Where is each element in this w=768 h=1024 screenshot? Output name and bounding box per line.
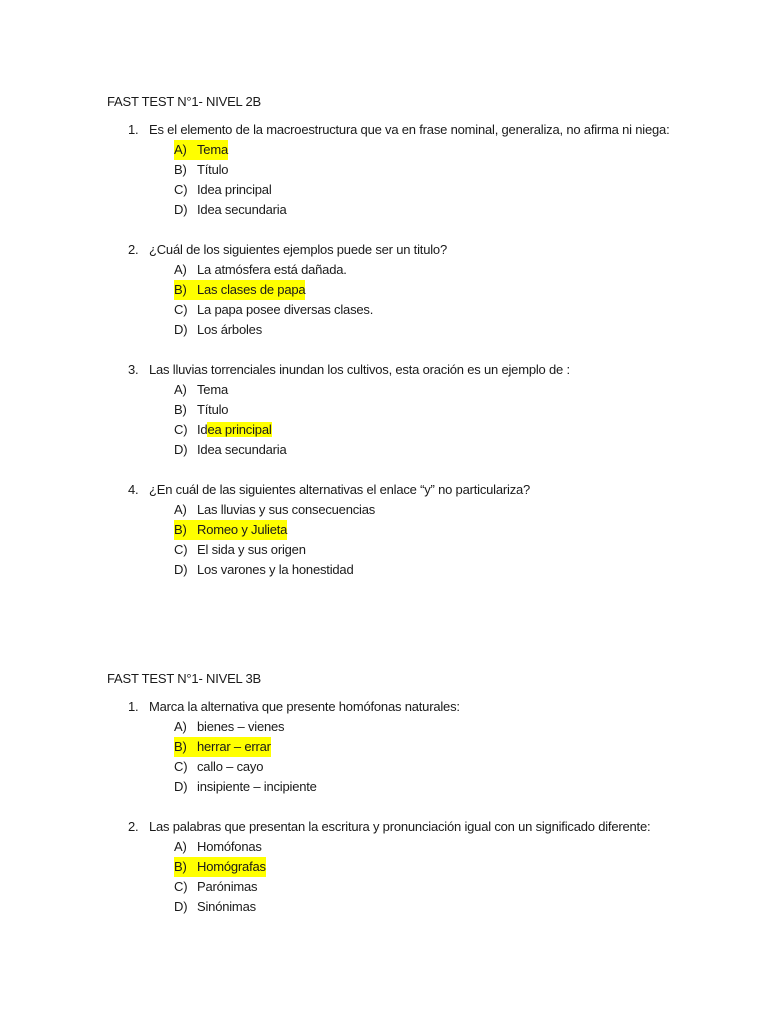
option-text: Las lluvias y sus consecuencias — [197, 502, 376, 517]
option-text: herrar – errar — [197, 737, 271, 757]
option-item — [107, 420, 707, 440]
question-number: 3. — [128, 362, 139, 377]
question-text: ¿En cuál de las siguientes alternativas el enlace “y” no particulariza? — [149, 482, 531, 497]
option-item — [107, 280, 707, 300]
option-letter: D) — [174, 442, 188, 457]
option-item — [107, 857, 707, 877]
test-section-3b — [107, 669, 707, 937]
option-text: El sida y sus origen — [197, 542, 306, 557]
option-letter: D) — [174, 202, 188, 217]
option-text-highlight: ea principal — [207, 422, 272, 437]
option-item — [107, 777, 707, 797]
question-item — [107, 240, 707, 340]
option-text: La atmósfera está dañada. — [197, 262, 347, 277]
option-item — [107, 540, 707, 560]
option-letter: A) — [174, 140, 197, 160]
option-text-plain: Id — [197, 422, 208, 437]
option-item — [107, 200, 707, 220]
option-item — [107, 300, 707, 320]
option-text: Los árboles — [197, 322, 263, 337]
option-text: Las clases de papa — [197, 280, 305, 300]
option-letter: C) — [174, 542, 188, 557]
option-letter: D) — [174, 322, 188, 337]
option-letter: D) — [174, 779, 188, 794]
option-letter: B) — [174, 162, 187, 177]
test-section-2b — [107, 92, 707, 600]
option-text: Homógrafas — [197, 857, 266, 877]
option-text: La papa posee diversas clases. — [197, 302, 374, 317]
option-text: Tema — [197, 382, 228, 397]
option-text: Sinónimas — [197, 899, 256, 914]
question-number: 1. — [128, 699, 139, 714]
option-letter: B) — [174, 280, 197, 300]
option-item — [107, 500, 707, 520]
option-item — [107, 400, 707, 420]
question-text: Marca la alternativa que presente homófonas naturales: — [149, 699, 460, 714]
option-item — [107, 320, 707, 340]
option-letter: A) — [174, 502, 187, 517]
option-text: Tema — [197, 140, 228, 160]
option-item — [107, 877, 707, 897]
option-letter: B) — [174, 857, 197, 877]
option-item — [107, 837, 707, 857]
option-letter: D) — [174, 562, 188, 577]
question-number: 1. — [128, 122, 139, 137]
option-text — [197, 420, 272, 440]
option-item — [107, 180, 707, 200]
question-text: Las lluvias torrenciales inundan los cultivos, esta oración es un ejemplo de : — [149, 362, 570, 377]
option-item — [107, 897, 707, 917]
option-item — [107, 520, 707, 540]
option-item — [107, 160, 707, 180]
option-text: Los varones y la honestidad — [197, 562, 354, 577]
option-letter: C) — [174, 879, 188, 894]
option-item — [107, 737, 707, 757]
option-letter: C) — [174, 182, 188, 197]
option-item — [107, 380, 707, 400]
option-item — [107, 140, 707, 160]
option-letter: D) — [174, 899, 188, 914]
option-letter: B) — [174, 402, 187, 417]
option-text: Idea secundaria — [197, 202, 287, 217]
option-text: insipiente – incipiente — [197, 779, 317, 794]
option-text: Homófonas — [197, 839, 262, 854]
option-letter: B) — [174, 737, 197, 757]
option-item — [107, 757, 707, 777]
question-item — [107, 817, 707, 917]
option-letter: A) — [174, 839, 187, 854]
option-text: bienes – vienes — [197, 719, 285, 734]
question-number: 2. — [128, 819, 139, 834]
section-title: FAST TEST N°1- NIVEL 2B — [107, 94, 262, 109]
question-number: 2. — [128, 242, 139, 257]
option-item — [107, 440, 707, 460]
option-letter: A) — [174, 382, 187, 397]
option-text: Idea principal — [197, 182, 272, 197]
option-text: Idea secundaria — [197, 442, 287, 457]
option-letter: A) — [174, 262, 187, 277]
question-text: ¿Cuál de los siguientes ejemplos puede ser un titulo? — [149, 242, 447, 257]
option-text: callo – cayo — [197, 759, 264, 774]
option-text: Título — [197, 402, 229, 417]
question-text: Las palabras que presentan la escritura y pronunciación igual con un significado diferente: — [149, 819, 651, 834]
question-item — [107, 480, 707, 580]
option-letter: A) — [174, 719, 187, 734]
question-text: Es el elemento de la macroestructura que va en frase nominal, generaliza, no afirma ni niega: — [149, 122, 670, 137]
option-letter: C) — [174, 422, 188, 437]
question-item — [107, 697, 707, 797]
option-item — [107, 260, 707, 280]
question-item — [107, 120, 707, 220]
question-number: 4. — [128, 482, 139, 497]
option-item — [107, 717, 707, 737]
option-text: Parónimas — [197, 879, 258, 894]
option-text: Título — [197, 162, 229, 177]
option-text: Romeo y Julieta — [197, 520, 287, 540]
option-letter: C) — [174, 759, 188, 774]
section-title: FAST TEST N°1- NIVEL 3B — [107, 671, 262, 686]
option-letter: C) — [174, 302, 188, 317]
question-item — [107, 360, 707, 460]
option-item — [107, 560, 707, 580]
option-letter: B) — [174, 520, 197, 540]
